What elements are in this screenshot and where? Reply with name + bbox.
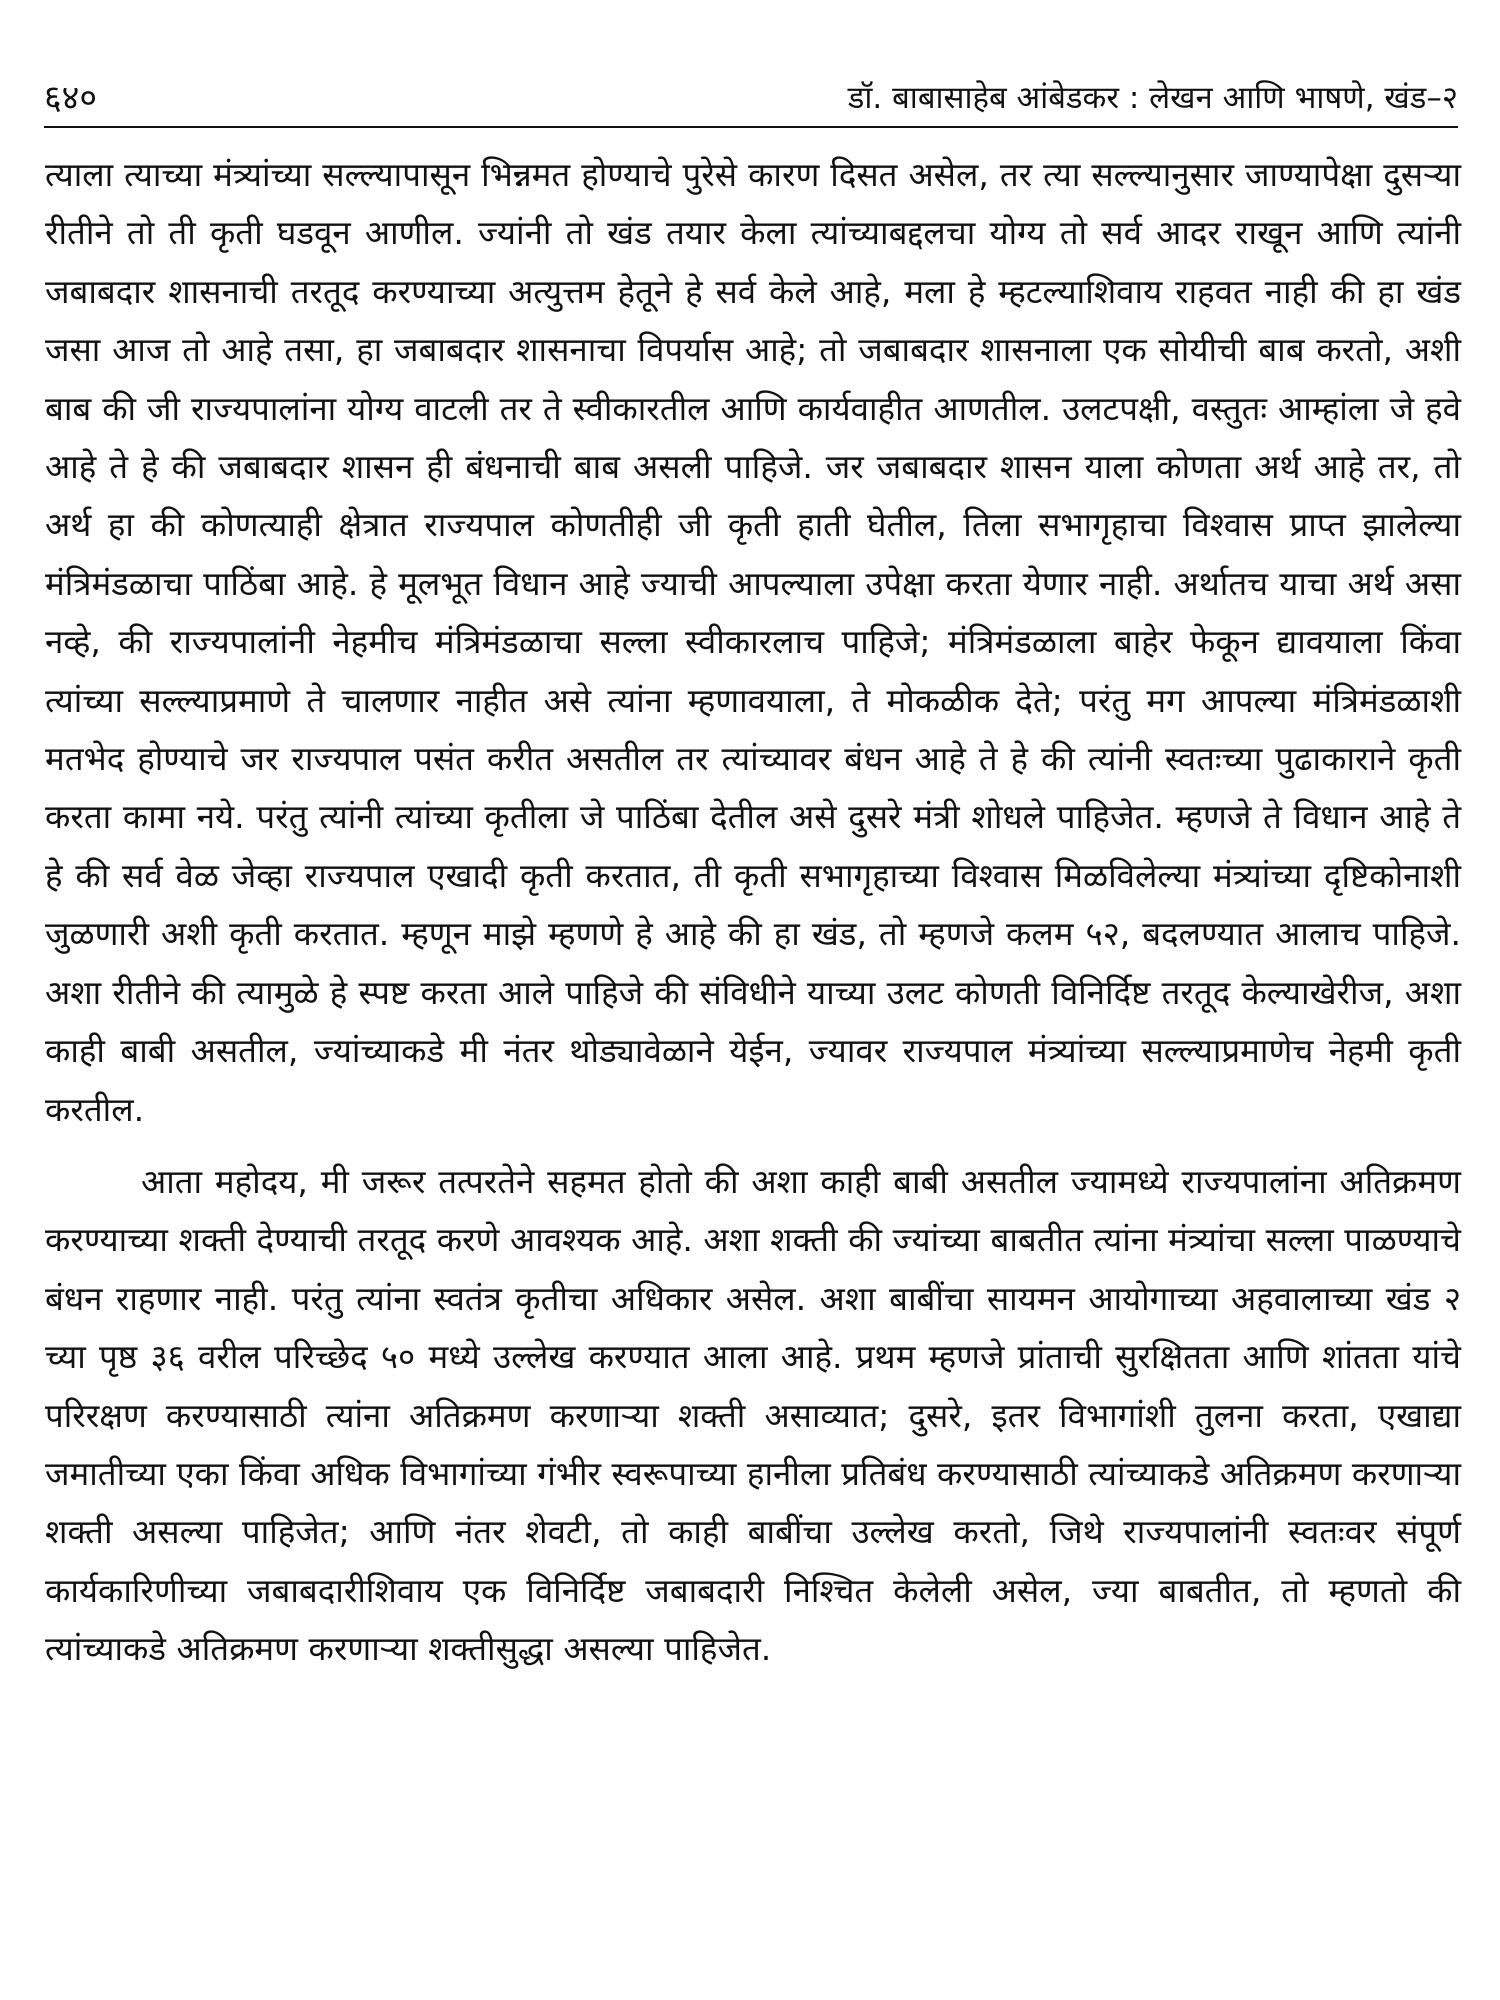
- paragraph-2: आता महोदय, मी जरूर तत्परतेने सहमत होतो की अशा काही बाबी असतील ज्यामध्ये राज्यपालांना अतिक्रमण करण्याच्या शक्ती देण्याची तरतूद करणे आवश्यक आहे. अशा शक्ती की ज्यांच्या बाबतीत त्यांना मंत्र्यांचा सल्ला पाळण्याचे बंधन राहणार नाही. परंतु त्यांना स्वतंत्र कृतीचा अधिकार असेल. अशा बाबींचा सायमन आयोगाच्या अहवालाच्या खंड २ च्या पृष्ठ ३६ वरील परिच्छेद ५० मध्ये उल्लेख करण्यात आला आहे. प्रथम म्हणजे प्रांताची सुरक्षितता आणि शांतता यांचे परिरक्षण करण्यासाठी त्यांना अतिक्रमण करणाऱ्या शक्ती असाव्यात; दुसरे, इतर विभागांशी तुलना करता, एखाद्या जमातीच्या एका किंवा अधिक विभागांच्या गंभीर स्वरूपाच्या हानीला प्रतिबंध करण्यासाठी त्यांच्याकडे अतिक्रमण करणाऱ्या शक्ती असल्या पाहिजेत; आणि नंतर शेवटी, तो काही बाबींचा उल्लेख करतो, जिथे राज्यपालांनी स्वतःवर संपूर्ण कार्यकारिणीच्या जबाबदारीशिवाय एक विनिर्दिष्ट जबाबदारी निश्चित केलेली असेल, ज्या बाबतीत, तो म्हणतो की त्यांच्याकडे अतिक्रमण करणाऱ्या शक्तीसुद्धा असल्या पाहिजेत.: [45, 1161, 1461, 1669]
- page-header: [44, 78, 1458, 128]
- body-text: [45, 146, 1461, 1679]
- paragraph-1: त्याला त्याच्या मंत्र्यांच्या सल्ल्यापासून भिन्नमत होण्याचे पुरेसे कारण दिसत असेल, तर त्या सल्ल्यानुसार जाण्यापेक्षा दुसऱ्या रीतीने तो ती कृती घडवून आणील. ज्यांनी तो खंड तयार केला त्यांच्याबद्दलचा योग्य तो सर्व आदर राखून आणि त्यांनी जबाबदार शासनाची तरतूद करण्याच्या अत्युत्तम हेतूने हे सर्व केले आहे, मला हे म्हटल्याशिवाय राहवत नाही की हा खंड जसा आज तो आहे तसा, हा जबाबदार शासनाचा विपर्यास आहे; तो जबाबदार शासनाला एक सोयीची बाब करतो, अशी बाब की जी राज्यपालांना योग्य वाटली तर ते स्वीकारतील आणि कार्यवाहीत आणतील. उलटपक्षी, वस्तुतः आम्हांला जे हवे आहे ते हे की जबाबदार शासन ही बंधनाची बाब असली पाहिजे. जर जबाबदार शासन याला कोणता अर्थ आहे तर, तो अर्थ हा की कोणत्याही क्षेत्रात राज्यपाल कोणतीही जी कृती हाती घेतील, तिला सभागृहाचा विश्वास प्राप्त झालेल्या मंत्रिमंडळाचा पाठिंबा आहे. हे मूलभूत विधान आहे ज्याची आपल्याला उपेक्षा करता येणार नाही. अर्थातच याचा अर्थ असा नव्हे, की राज्यपालांनी नेहमीच मंत्रिमंडळाचा सल्ला स्वीकारलाच पाहिजे; मंत्रिमंडळाला बाहेर फेकून द्यावयाला किंवा त्यांच्या सल्ल्याप्रमाणे ते चालणार नाहीत असे त्यांना म्हणावयाला, ते मोकळीक देते; परंतु मग आपल्या मंत्रिमंडळाशी मतभेद होण्याचे जर राज्यपाल पसंत करीत असतील तर त्यांच्यावर बंधन आहे ते हे की त्यांनी स्वतःच्या पुढाकाराने कृती करता कामा नये. परंतु त्यांनी त्यांच्या कृतीला जे पाठिंबा देतील असे दुसरे मंत्री शोधले पाहिजेत. म्हणजे ते विधान आहे ते हे की सर्व वेळ जेव्हा राज्यपाल एखादी कृती करतात, ती कृती सभागृहाच्या विश्वास मिळविलेल्या मंत्र्यांच्या दृष्टिकोनाशी जुळणारी अशी कृती करतात. म्हणून माझे म्हणणे हे आहे की हा खंड, तो म्हणजे कलम ५२, बदलण्यात आलाच पाहिजे. अशा रीतीने की त्यामुळे हे स्पष्ट करता आले पाहिजे की संविधीने याच्या उलट कोणती विनिर्दिष्ट तरतूद केल्याखेरीज, अशा काही बाबी असतील, ज्यांच्याकडे मी नंतर थोड्यावेळाने येईन, ज्यावर राज्यपाल मंत्र्यांच्या सल्ल्याप्रमाणेच नेहमी कृती करतील.: [45, 155, 1461, 1129]
- running-title: डॉ. बाबासाहेब आंबेडकर : लेखन आणि भाषणे, खंड–२: [847, 80, 1458, 116]
- page-number: ६४०: [44, 78, 98, 118]
